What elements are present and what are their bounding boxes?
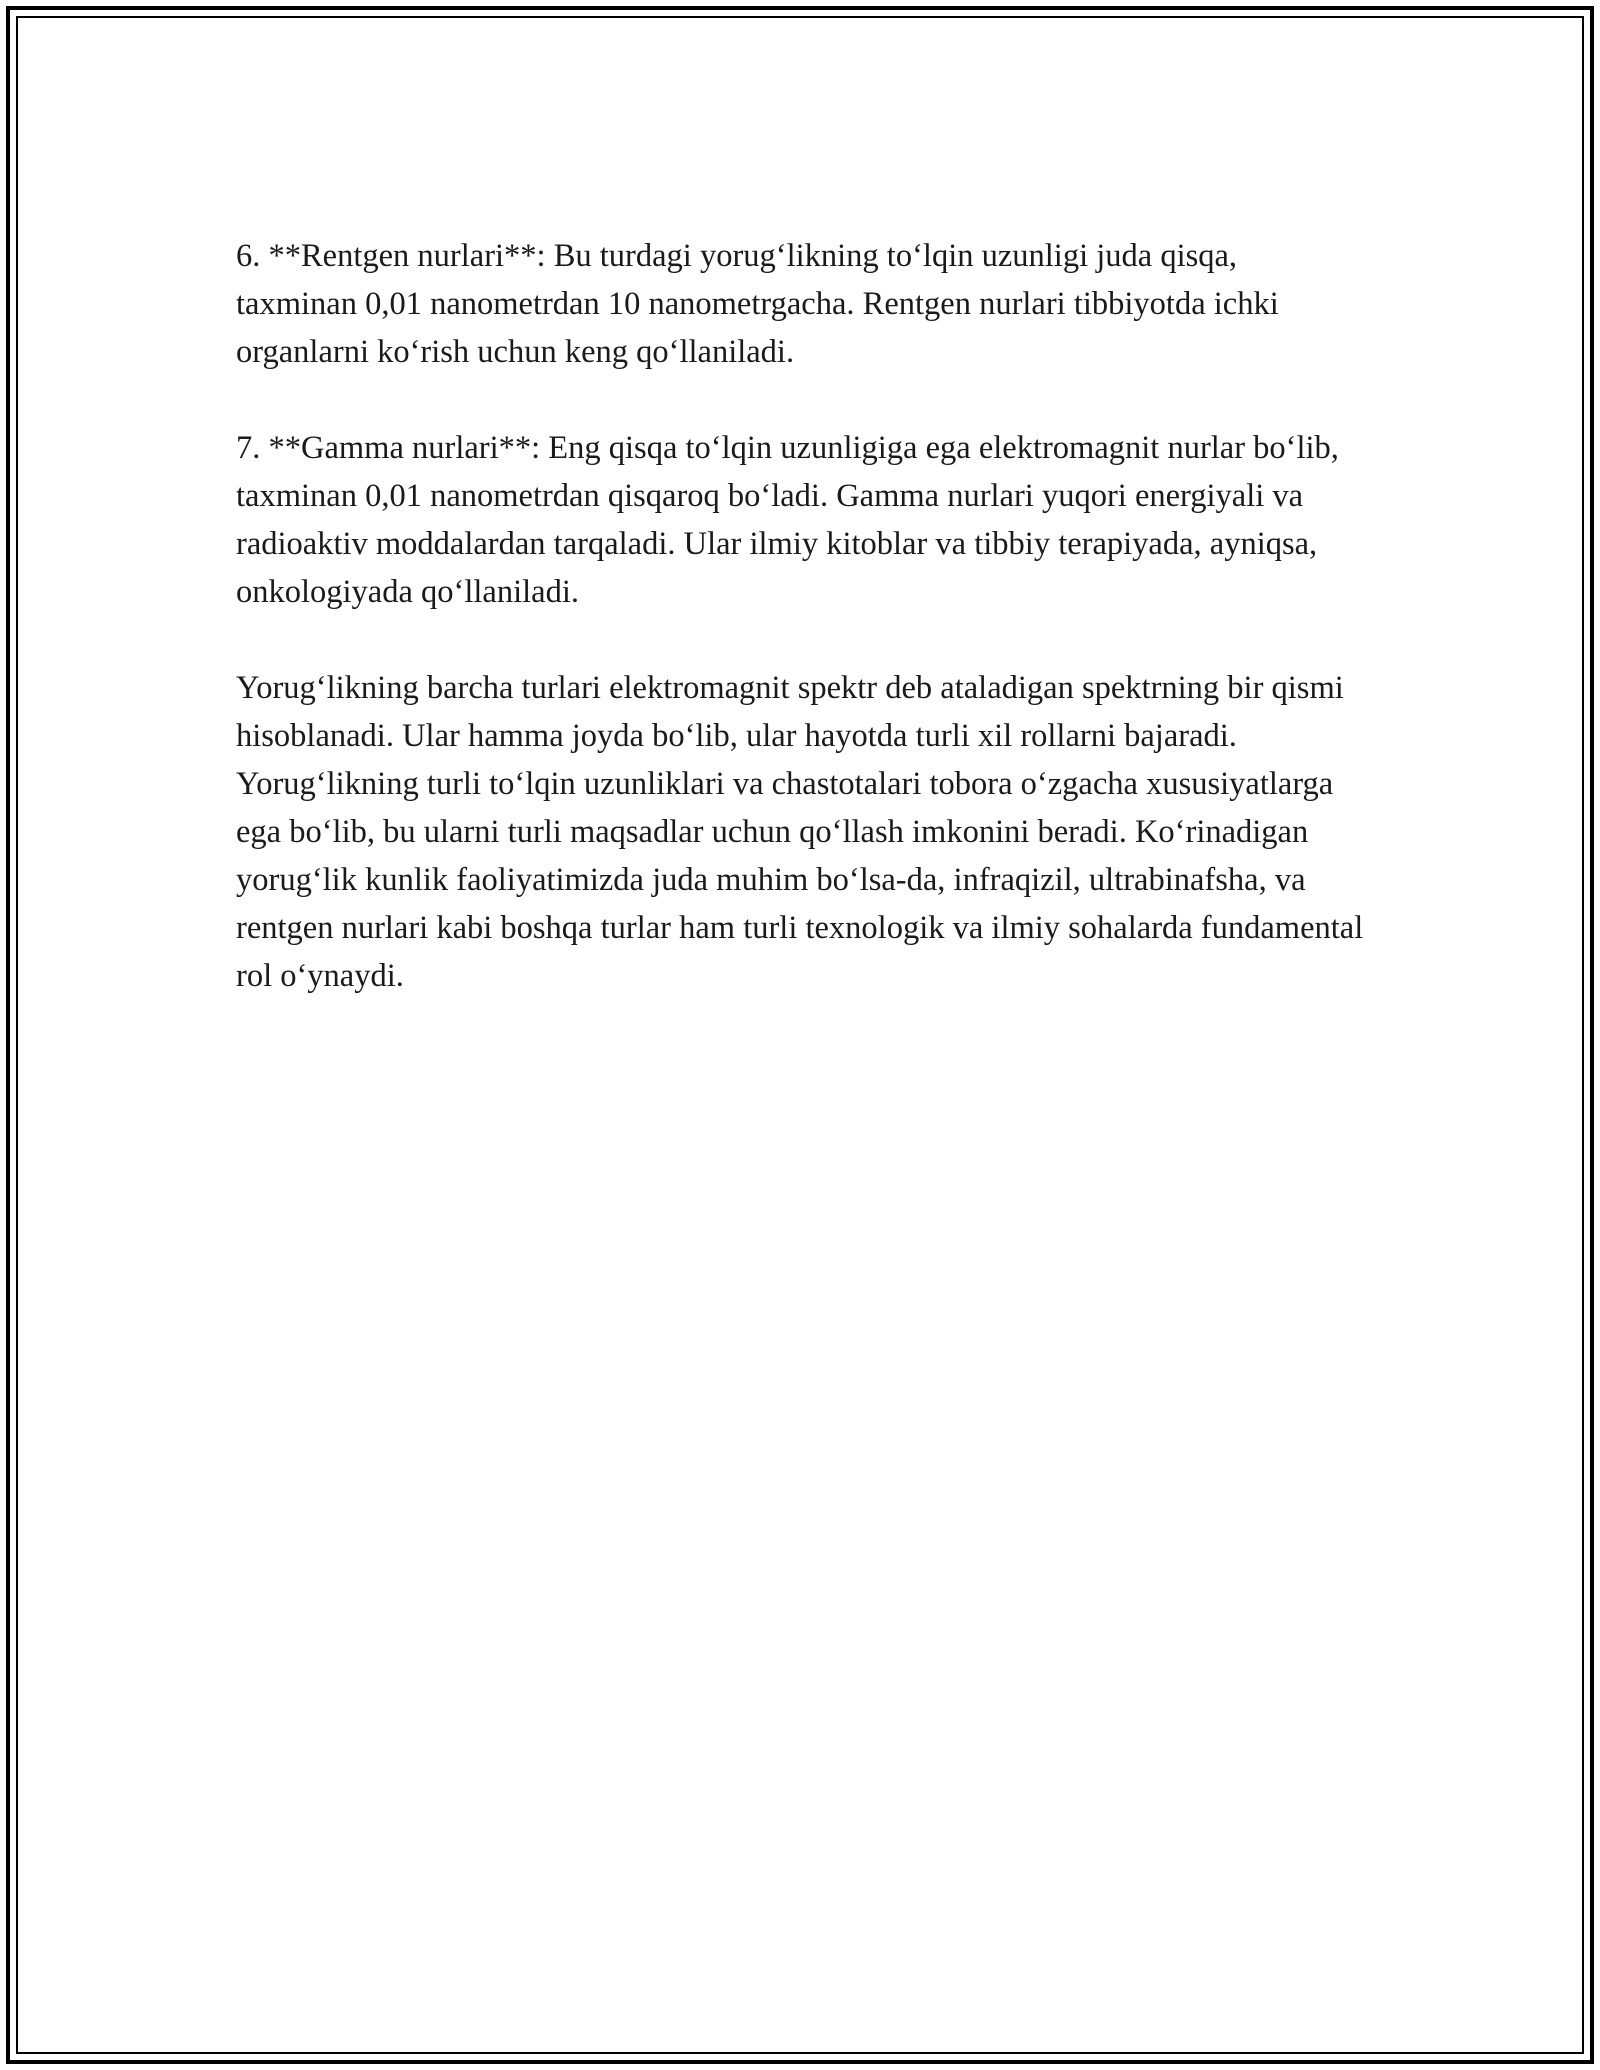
document-body — [236, 232, 1366, 1048]
paragraph-summary: Yorug‘likning barcha turlari elektromagnit spektr deb ataladigan spektrning bir qismi hisoblanadi. Ular hamma joyda bo‘lib, ular hayotda turli xil rollarni bajaradi. Yorug‘likning turli to‘lqin uzunliklari va chastotalari tobora o‘zgacha xususiyatlarga ega bo‘lib, bu ularni turli maqsadlar uchun qo‘llash imkonini beradi. Ko‘rinadigan yorug‘lik kunlik faoliyatimizda juda muhim bo‘lsa-da, infraqizil, ultrabinafsha, va rentgen nurlari kabi boshqa turlar ham turli texnologik va ilmiy sohalarda fundamental rol o‘ynaydi. — [236, 670, 1364, 994]
paragraph-gamma-nurlari: 7. **Gamma nurlari**: Eng qisqa to‘lqin uzunligiga ega elektromagnit nurlar bo‘lib, taxminan 0,01 nanometrdan qisqaroq bo‘ladi. Gamma nurlari yuqori energiyali va radioaktiv moddalardan tarqaladi. Ular ilmiy kitoblar va tibbiy terapiyada, ayniqsa, onkologiyada qo‘llaniladi. — [236, 430, 1339, 610]
paragraph-rentgen-nurlari: 6. **Rentgen nurlari**: Bu turdagi yorug‘likning to‘lqin uzunligi juda qisqa, taxminan 0,01 nanometrdan 10 nanometrgacha. Rentgen nurlari tibbiyotda ichki organlarni ko‘rish uchun keng qo‘llaniladi. — [236, 238, 1279, 370]
